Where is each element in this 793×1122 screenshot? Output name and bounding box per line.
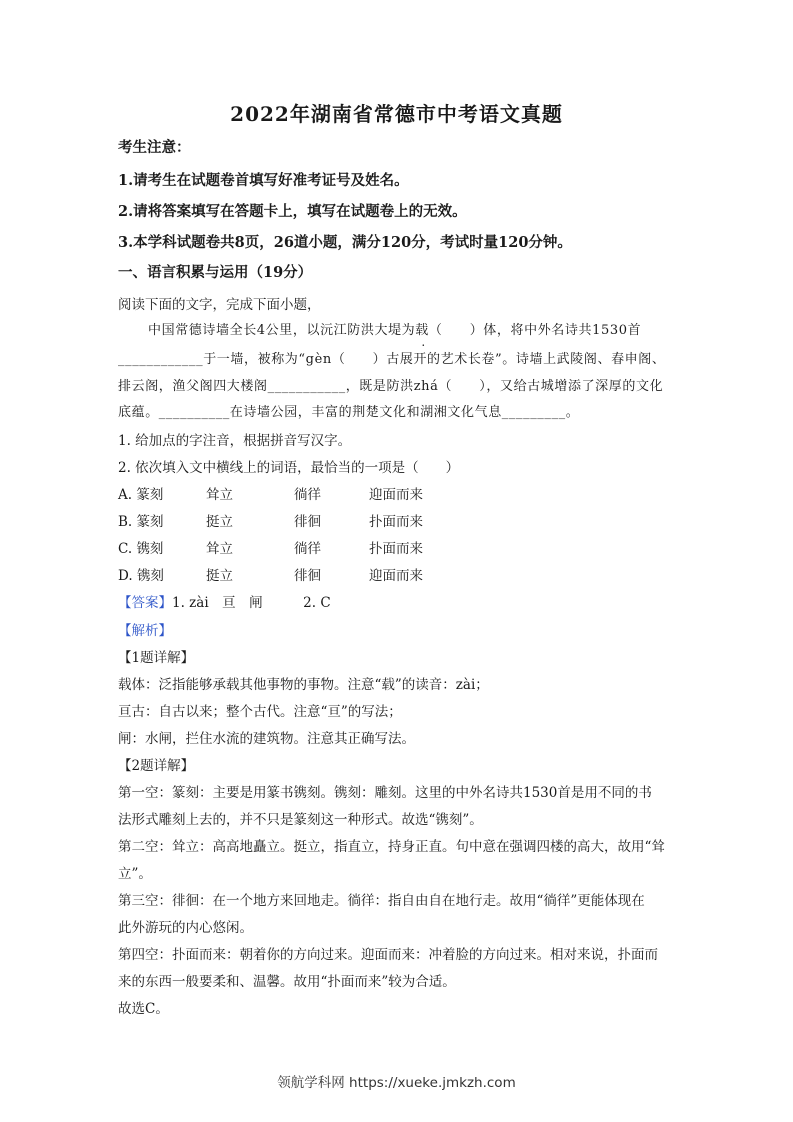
option-word: 迎面而来 (369, 568, 423, 584)
q2-detail: 第三空：徘徊：在一个地方来回地走。徜徉：指自由自在地行走。故用“徜徉”更能体现在 (118, 893, 645, 909)
option-word: 徘徊 (294, 514, 321, 530)
analysis-tag: 【解析】 (118, 623, 172, 639)
passage-text: （ ）体，将中外名诗共1530首 (428, 323, 642, 338)
q2-detail: 法形式雕刻上去的，并不只是篆刻这一种形式。故选“镌刻”。 (118, 812, 483, 828)
notice-heading: 考生注意： (118, 139, 191, 156)
q2-detail: 此外游玩的内心悠闲。 (118, 920, 253, 936)
q2-detail: 第二空：耸立：高高地矗立。挺立，指直立，持身正直。句中意在强调四楼的高大，故用“耸 (118, 839, 665, 855)
option-word: 挺立 (206, 568, 233, 584)
q2-detail: 第一空：篆刻：主要是用篆书镌刻。镌刻：雕刻。这里的中外名诗共1530首是用不同的书 (118, 785, 652, 801)
passage-line (148, 322, 641, 340)
option-label: A. (118, 487, 133, 503)
q1-detail: 闸：水闸，拦住水流的建筑物。注意其正确写法。 (118, 731, 415, 747)
option-word: 徜徉 (294, 541, 321, 557)
passage-line: 底蕴。__________在诗墙公园，丰富的荆楚文化和湖湘文化气息_________。 (118, 405, 580, 420)
q2-detail: 来的东西一般要柔和、温馨。故用“扑面而来”较为合适。 (118, 974, 456, 990)
page-footer: 领航学科网 https://xueke.jmkzh.com (277, 1075, 516, 1091)
option-label: D. (118, 568, 133, 584)
q1-detail: 亘古：自古以来；整个古代。注意“亘”的写法； (118, 704, 402, 720)
notice-item: 3.本学科试题卷共8页，26道小题，满分120分，考试时量120分钟。 (118, 234, 572, 251)
q2-detail: 故选C。 (118, 1001, 169, 1017)
answer-tag: 【答案】 (118, 595, 172, 611)
option-d (118, 567, 423, 585)
option-c (118, 540, 423, 558)
option-word: 篆刻 (136, 487, 164, 503)
answer-line (118, 594, 331, 612)
q1-detail-tag: 【1题详解】 (118, 650, 195, 666)
option-b (118, 513, 423, 531)
notice-item: 1.请考生在试题卷首填写好准考证号及姓名。 (118, 172, 409, 189)
option-word: 耸立 (206, 541, 233, 557)
instruction: 阅读下面的文字，完成下面小题， (118, 297, 321, 313)
answer-text: 1. zài 亘 闸 2. C (172, 595, 331, 611)
passage-line: ____________于一墙，被称为“gèn（ ）古展开的艺术长卷”。诗墙上武陵阁、春申阁、 (118, 352, 666, 367)
option-label: C. (118, 541, 133, 557)
option-word: 扑面而来 (369, 514, 423, 530)
passage-text: 中国常德诗墙全长4公里，以沅江防洪大堤为 (148, 323, 416, 338)
question-2: 2. 依次填入文中横线上的词语，最恰当的一项是（ ） (118, 460, 460, 476)
section-heading: 一、语言积累与运用（19分） (118, 264, 313, 281)
notice-item: 2.请将答案填写在答题卡上，填写在试题卷上的无效。 (118, 203, 467, 220)
page-title: 2022年湖南省常德市中考语文真题 (230, 102, 563, 126)
option-word: 篆刻 (136, 514, 164, 530)
q1-detail: 载体：泛指能够承载其他事物的事物。注意“载”的读音：zài； (118, 677, 489, 693)
dotted-character: 载 (415, 323, 429, 338)
option-word: 徘徊 (294, 568, 321, 584)
option-word: 迎面而来 (369, 487, 423, 503)
option-word: 镌刻 (136, 541, 164, 557)
q2-detail: 立”。 (118, 866, 152, 882)
option-word: 耸立 (206, 487, 233, 503)
option-label: B. (118, 514, 133, 530)
option-word: 挺立 (206, 514, 233, 530)
passage-line: 排云阁，渔父阁四大楼阁___________，既是防洪zhá（ ），又给古城增添了深厚的文化 (118, 379, 664, 394)
option-a (118, 486, 423, 504)
question-1: 1. 给加点的字注音，根据拼音写汉字。 (118, 433, 352, 449)
q2-detail: 第四空：扑面而来：朝着你的方向过来。迎面而来：冲着脸的方向过来。相对来说，扑面而 (118, 947, 658, 963)
q2-detail-tag: 【2题详解】 (118, 758, 195, 774)
option-word: 扑面而来 (369, 541, 423, 557)
option-word: 徜徉 (294, 487, 321, 503)
option-word: 镌刻 (136, 568, 164, 584)
